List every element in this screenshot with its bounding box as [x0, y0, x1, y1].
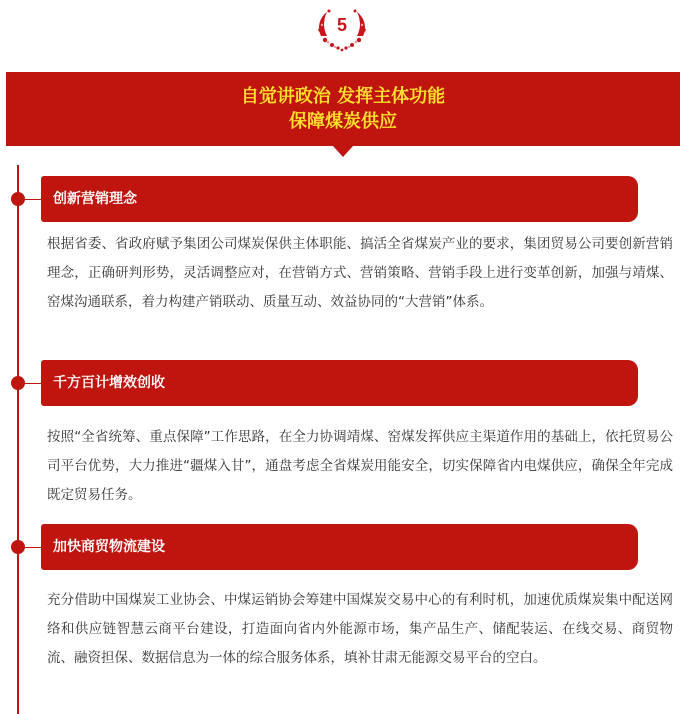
timeline-connector	[18, 199, 42, 200]
section-title: 创新营销理念	[53, 191, 137, 207]
section-header-2	[41, 360, 638, 406]
timeline-connector	[18, 547, 42, 548]
section-body-1: 根据省委、省政府赋予集团公司煤炭保供主体职能、搞活全省煤炭产业的要求，集团贸易公司要创新营销理念，正确研判形势，灵活调整应对，在营销方式、营销策略、营销手段上进行变革创新，加强与靖煤、窑煤沟通联系，着力构建产销联动、质量互动、效益协同的“大营销”体系。	[47, 236, 673, 310]
timeline-line	[17, 165, 19, 714]
section-header-1	[41, 176, 638, 222]
header-banner	[6, 72, 680, 146]
section-header-3	[41, 524, 638, 570]
section-title: 千方百计增效创收	[53, 375, 165, 391]
section-title: 加快商贸物流建设	[53, 539, 165, 555]
banner-title-line-1: 自觉讲政治 发挥主体功能	[240, 86, 446, 107]
banner-title-line-2: 保障煤炭供应	[289, 111, 397, 132]
timeline-connector	[18, 383, 42, 384]
section-body-2: 按照“全省统筹、重点保障”工作思路，在全力协调靖煤、窑煤发挥供应主渠道作用的基础上，依托贸易公司平台优势，大力推进“疆煤入甘”，通盘考虑全省煤炭用能安全，切实保障省内电煤供应，确保全年完成既定贸易任务。	[47, 429, 673, 503]
section-number-badge	[313, 6, 371, 52]
section-number: 5	[336, 15, 347, 35]
section-body-3: 充分借助中国煤炭工业协会、中煤运销协会筹建中国煤炭交易中心的有利时机，加速优质煤炭集中配送网络和供应链智慧云商平台建设，打造面向省内外能源市场，集产品生产、储配装运、在线交易、商贸物流、融资担保、数据信息为一体的综合服务体系，填补甘肃无能源交易平台的空白。	[47, 592, 673, 666]
banner-pointer	[333, 146, 353, 157]
